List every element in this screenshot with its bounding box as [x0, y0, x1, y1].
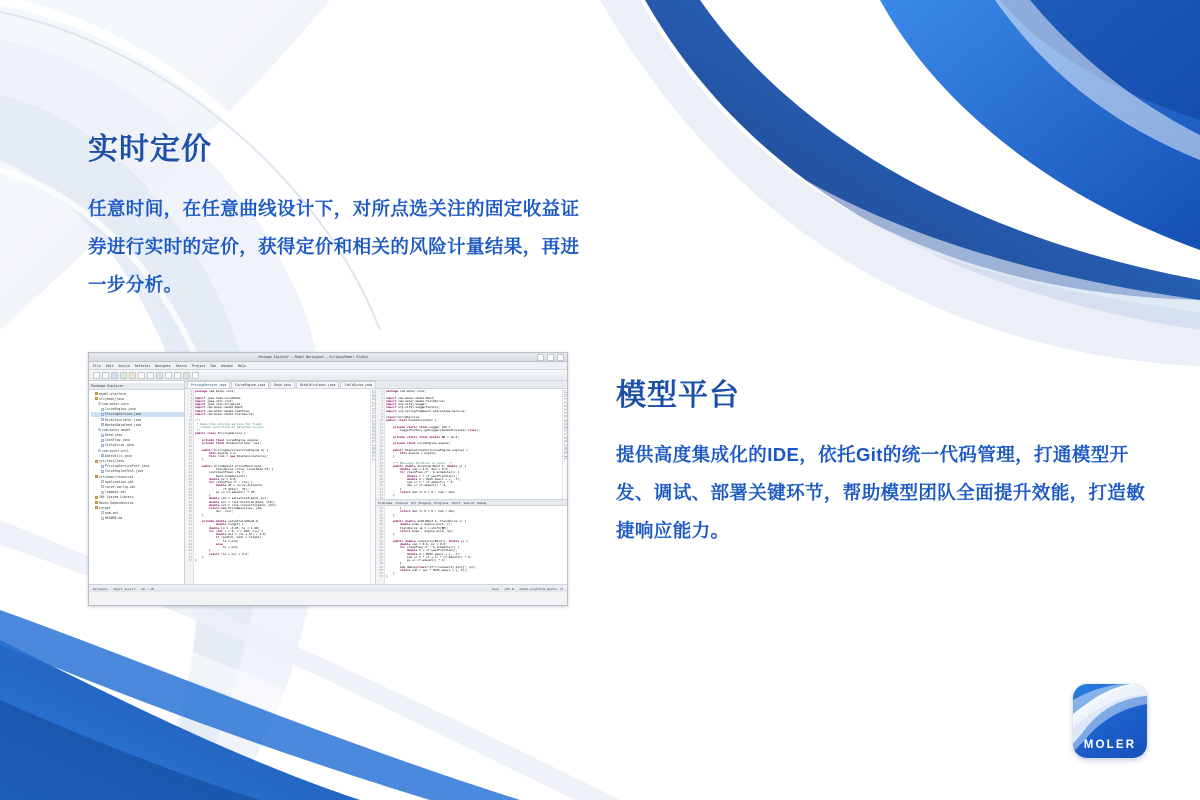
tree-item-label: pom.xml [105, 510, 119, 515]
tree-item-label: README.md [105, 516, 123, 521]
tree-item-label: target [99, 505, 111, 510]
folder-icon [95, 460, 98, 463]
tree-item-label: com.moler.util [102, 448, 129, 453]
line-number-gutter-left: 1 2 3 4 5 6 7 8 9 10 11 12 13 14 15 16 17 18 19 20 21 22 23 24 25 26 27 28 29 30 31 32 33 34 35 36 37 38 39 40 41 42 43 44 45 46 47 48 49 50 51 52 53 [185, 389, 194, 584]
java-file-icon [101, 418, 104, 421]
logo [1073, 684, 1147, 758]
status-cursor-position: 42 : 18 [141, 586, 154, 591]
menu-item-window[interactable]: Window [221, 363, 233, 368]
code-content-left[interactable]: package com.moler.core; import java.time.LocalDate; import java.util.List; import java.util.ArrayList; import com.moler.model.Bond; import com.moler.model.CashFlow; import com.moler.model.YieldCurve; /** * Real-time pricing service for fixed * income securities on selected curves. */ public class PricingService { private final CurveEngine engine; private final RiskCalculator risk; public PricingService(CurveEngine e) { this.engine = e; this.risk = new RiskCalculator(e); } public PriceResult price(Bond bond, YieldCurve curve, LocalDate dt) { List<CashFlow> cfs = bond.schedule(dt); double pv = 0.0; for (CashFlow cf : cfs) { double df = curve.discount( cf.date(), dt); pv += cf.amount() * df; } double ytm = solveYield(bond, pv); double dur = risk.duration(bond, ytm); double cvx = risk.convexity(bond, ytm); return new PriceResult(pv, ytm, dur, cvx); } private double solveYield(Bond b, double target) { double lo = -0.05, hi = 1.00; for (int i = 0; i < 100; i++) { double mid = (lo + hi) / 2.0; if (pvAt(b, mid) > target) lo = mid; else hi = mid; } return (lo + hi) / 2.0; } } [195, 389, 277, 562]
section-pricing-title: 实时定价 [88, 133, 212, 166]
tree-item-label: JRE System Library [99, 495, 134, 500]
tree-item-label: src/main/resources [99, 474, 134, 479]
tab-pricing-service[interactable]: PricingService.java [187, 381, 230, 388]
ide-screenshot [88, 352, 568, 606]
tree-item-label: src/test/java [99, 459, 124, 464]
file-icon [101, 480, 104, 483]
java-file-icon [101, 413, 104, 416]
bottom-view-tab-bar[interactable] [376, 499, 567, 506]
package-icon [98, 402, 101, 405]
tree-item-label: Maven Dependencies [99, 500, 134, 505]
status-insert-mode: Smart Insert [113, 586, 136, 591]
ide-title-bar [89, 353, 567, 362]
menu-item-project[interactable]: Project [192, 363, 206, 368]
tree-item-label: RiskCalculator.java [105, 417, 142, 422]
menu-item-source[interactable]: Source [118, 363, 130, 368]
tree-item-label: model-platform [99, 391, 126, 396]
tree-item-label: com.moler.model [102, 427, 131, 432]
line-number-gutter-right: 1 2 3 4 5 6 7 8 9 10 11 12 13 14 15 16 17 18 19 20 21 22 23 24 25 26 27 28 29 30 31 32 33 34 [376, 389, 385, 499]
tree-item-label: PricingServiceTest.java [105, 464, 150, 469]
java-file-icon [101, 408, 104, 411]
folder-icon [95, 475, 98, 478]
folder-icon [95, 392, 98, 395]
git-pull-icon[interactable] [165, 372, 172, 379]
tree-item-label: CurveEngineTest.java [105, 469, 144, 474]
ide-status-bar [89, 584, 567, 592]
menu-item-help[interactable]: Help [237, 363, 246, 368]
section-platform-title: 模型平台 [616, 379, 740, 412]
minimize-icon[interactable] [537, 354, 544, 361]
menu-item-refactor[interactable]: Refactor [134, 363, 151, 368]
logo-text: MOLER [1083, 739, 1137, 751]
menu-item-edit[interactable]: Edit [105, 363, 114, 368]
file-icon [101, 511, 104, 514]
debug-icon[interactable] [129, 372, 136, 379]
menu-item-search[interactable]: Search [175, 363, 188, 368]
tab-console[interactable]: Console [395, 500, 409, 505]
tab-git-staging[interactable]: Git Staging [411, 500, 431, 505]
package-explorer-header: Package Explorer [89, 383, 184, 390]
tab-risk-calculator[interactable]: RiskCalculator.java [296, 381, 339, 388]
java-file-icon [101, 423, 104, 426]
editor-area [185, 381, 567, 584]
java-file-icon [101, 454, 104, 457]
tab-yield-curve[interactable]: YieldCurve.java [340, 381, 376, 388]
tab-progress[interactable]: Progress [433, 500, 449, 505]
status-language: Java [491, 586, 499, 591]
java-file-icon [101, 439, 104, 442]
tab-debug-view[interactable]: Debug [477, 500, 487, 505]
new-file-icon[interactable] [93, 372, 100, 379]
tree-item-label: YieldCurve.java [105, 443, 134, 448]
minimap-left[interactable] [370, 389, 375, 584]
ide-body [89, 381, 567, 584]
ide-menu-bar[interactable] [89, 362, 567, 370]
menu-item-run[interactable]: Run [210, 363, 217, 368]
tree-item-label: src/main/java [99, 396, 124, 401]
tree-item-label: logback.xml [105, 490, 127, 495]
code-content-right[interactable]: package com.moler.core; import com.moler.model.Bond; import com.moler.model.YieldCurve; import org.slf4j.Logger; import org.slf4j.LoggerFactory; import org.springframework.stereotype.Service; class="an">@Service public class RiskCalculator { private static final Logger LOG = LoggerFactory.getLogger(RiskCalculator.class); private static final double BP = 1e-4; private final CurveEngine engine; public RiskCalculator(CurveEngine engine) { this.engine = engine; } /** Macaulay duration in years. */ public double duration(Bond b, double y) { double num = 0.0, den = 0.0; for (CashFlow cf : b.schedule()) { double t = cf.yearFraction(); double d = Math.pow(1 + y, -t); num += t * cf.amount() * d; den += cf.amount() * d; } return den == 0 ? 0 : num / den; } [386, 389, 480, 497]
tab-problems[interactable]: Problems [378, 500, 393, 505]
tree-item-label: com.moler.core [102, 401, 129, 406]
folder-icon [95, 397, 98, 400]
folder-icon [95, 501, 98, 504]
tab-curve-engine[interactable]: CurveEngine.java [231, 381, 269, 388]
java-file-icon [101, 470, 104, 473]
build-icon[interactable] [111, 372, 118, 379]
editor-split [185, 389, 567, 584]
perspective-icon[interactable] [192, 372, 199, 379]
tree-item-label: MarketDataFeed.java [105, 422, 142, 427]
menu-item-file[interactable]: File [93, 363, 101, 368]
package-icon [98, 449, 101, 452]
section-platform [616, 378, 1156, 550]
run-icon[interactable] [120, 372, 127, 379]
tab-search-view[interactable]: Search [463, 500, 475, 505]
section-platform-paragraph: 提供高度集成化的IDE，依托Git的统一代码管理，打通模型开发、调试、部署关键环节，帮助模型团队全面提升效能，打造敏捷响应能力。 [616, 444, 1146, 541]
minimap-right[interactable] [562, 389, 567, 499]
tree-item-label: curve-config.xml [105, 484, 136, 489]
tree-item-label: PricingService.java [105, 412, 142, 417]
file-icon [101, 517, 104, 520]
section-pricing [88, 132, 588, 304]
search-icon[interactable] [147, 372, 154, 379]
section-pricing-paragraph: 任意时间，在任意曲线设计下，对所点选关注的固定收益证券进行实时的定价，获得定价和相关的风险计量结果，再进一步分析。 [88, 198, 580, 295]
tree-item-label: DateUtils.java [105, 453, 132, 458]
step-over-icon[interactable] [138, 372, 145, 379]
folder-icon [95, 496, 98, 499]
line-number-gutter-console: 31 32 33 34 35 36 37 38 39 40 41 42 43 44 45 46 47 48 49 50 51 52 [376, 506, 385, 584]
package-icon [98, 428, 101, 431]
java-file-icon [101, 465, 104, 468]
java-file-icon [101, 444, 104, 447]
tab-junit[interactable]: JUnit [451, 500, 461, 505]
ide-window-title: Package Explorer — Model Workspace — Eclipse/Model Studio [258, 355, 368, 359]
git-push-icon[interactable] [174, 372, 181, 379]
ide-toolbar[interactable] [89, 370, 567, 381]
maximize-icon[interactable] [547, 354, 554, 361]
tree-item-label: CashFlow.java [105, 438, 130, 443]
tab-bond[interactable]: Bond.java [270, 381, 295, 388]
git-commit-icon[interactable] [156, 372, 163, 379]
package-explorer[interactable] [89, 381, 185, 584]
ribbon-group-top-right [586, 0, 1200, 366]
status-git-branch: model-platform master ↑2 [519, 586, 563, 591]
tree-item-label: Bond.java [105, 433, 123, 438]
status-encoding: UTF-8 [504, 586, 514, 591]
close-icon[interactable] [557, 354, 564, 361]
editor-pane-left[interactable] [185, 389, 376, 584]
tree-item[interactable] [91, 516, 184, 521]
menu-item-navigate[interactable]: Navigate [155, 363, 171, 368]
status-writable: Writable [93, 586, 108, 591]
file-icon [101, 485, 104, 488]
code-content-console[interactable]: } return den == 0 ? 0 : num / den; } public double dv01(Bond b, YieldCurve c) { double base = engine.pv(b, c); YieldCurve up = c.shift(BP); return base - engine.pv(b, up); } public double convexity(Bond b, double y) { double sum = 0.0, pv = 0.0; for (CashFlow cf : b.schedule()) { double t = cf.yearFraction(); double d = Math.pow(1 + y, -t); sum += t * (t + 1) * cf.amount() * d; pv += cf.amount() * d; } LOG.debug(class="st">"convexity pv={}", pv); return sum / (pv * Math.pow(1 + y, 2)); } } [386, 506, 477, 579]
editor-pane-right[interactable] [376, 389, 567, 584]
file-icon [101, 491, 104, 494]
deploy-icon[interactable] [183, 372, 190, 379]
tree-item-label: application.yml [105, 479, 134, 484]
tree-item-label: CurveEngine.java [105, 407, 136, 412]
java-file-icon [101, 434, 104, 437]
editor-tab-bar[interactable] [185, 381, 567, 389]
package-explorer-tree[interactable] [91, 391, 184, 521]
folder-icon [95, 506, 98, 509]
save-icon[interactable] [102, 372, 109, 379]
